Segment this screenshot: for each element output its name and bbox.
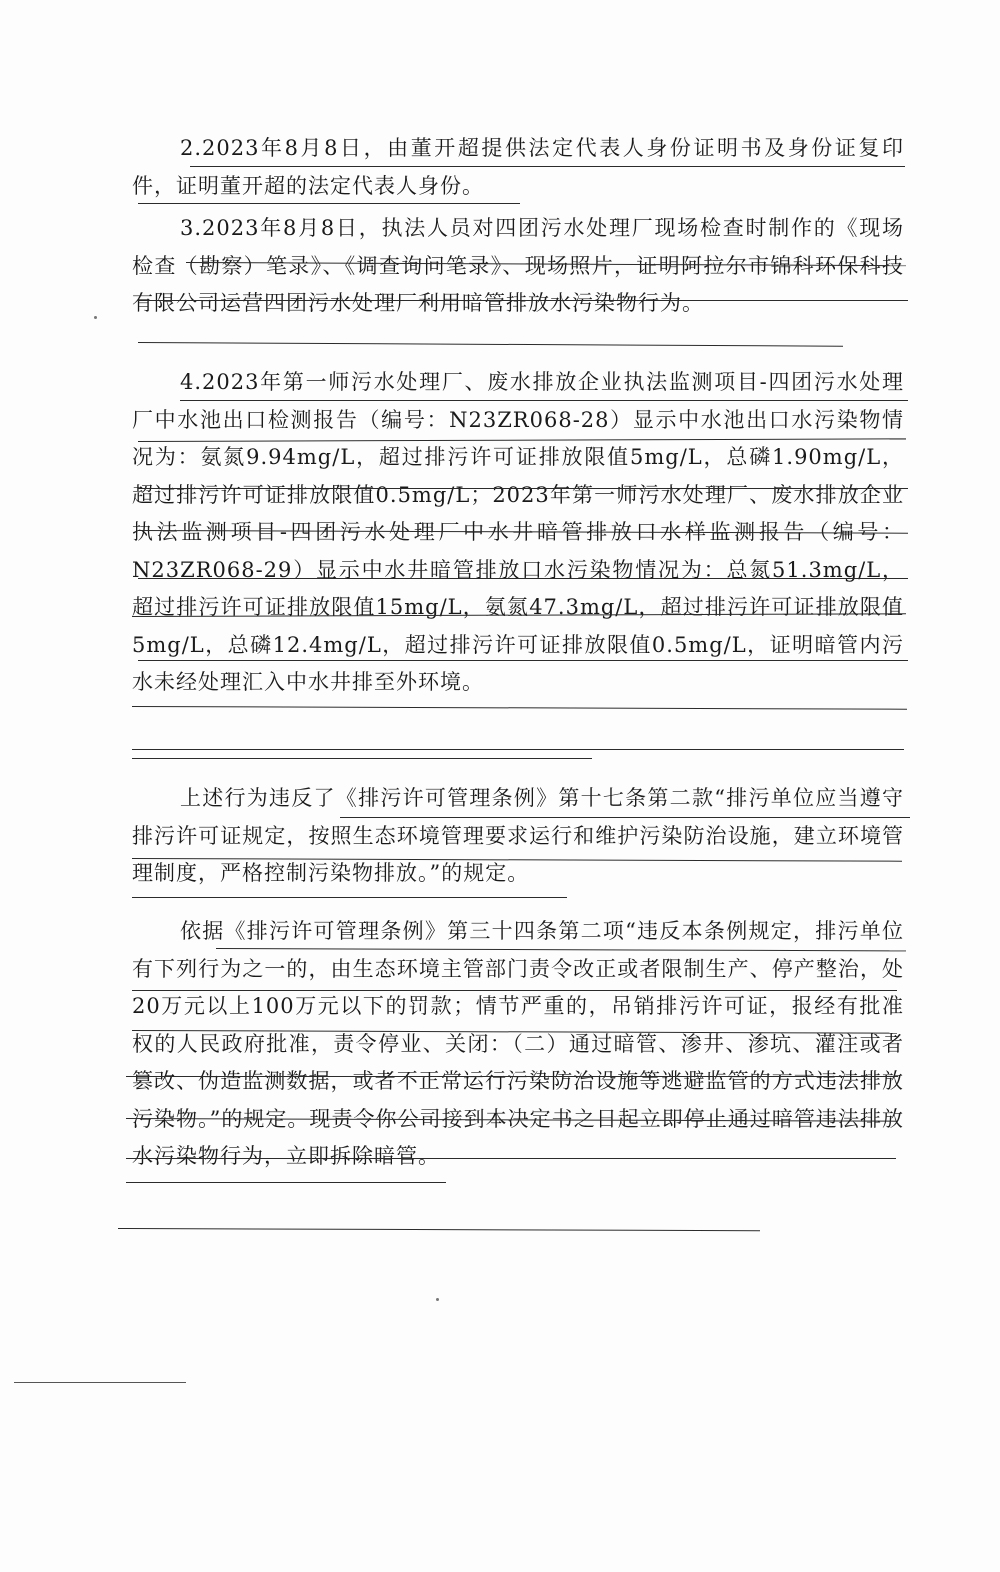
paragraph-evidence-3: 3.2023年8月8日，执法人员对四团污水处理厂现场检查时制作的《现场检查（勘察）笔录》、《调查询问笔录》、现场照片，证明阿拉尔市锦科环保科技有限公司运营四团污水处理厂利用暗管排放水污染物行为。 (132, 216, 904, 315)
handwritten-underline (180, 400, 908, 401)
paragraph-evidence-2: 2.2023年8月8日，由董开超提供法定代表人身份证明书及身份证复印件，证明董开超的法定代表人身份。 (132, 136, 904, 198)
handwritten-underline (190, 166, 905, 167)
scan-speck (94, 316, 97, 319)
handwritten-underline (126, 1182, 446, 1183)
handwritten-underline (138, 300, 908, 301)
handwritten-underline (138, 660, 908, 661)
handwritten-underline (132, 897, 567, 898)
handwritten-underline (118, 1228, 760, 1231)
handwritten-underline (138, 488, 908, 489)
paragraph-legal-basis: 依据《排污许可管理条例》第三十四条第二项“违反本条例规定，排污单位有下列行为之一的，由生态环境主管部门责令改正或者限制生产、停产整治，处20万元以上100万元以下的罚款；情节严重的，吊销排污许可证，报经有批准权的人民政府批准，责令停业、关闭：（二）通过暗管、渗井、渗坑、灌注或者篡改、伪造监测数据，或者不正常运行污染防治设施等逃避监管的方式违法排放污染物。”的规定。现责令你公司接到本决定书之日起立即停止通过暗管违法排放水污染物行为，立即拆除暗管。 (132, 919, 904, 1168)
handwritten-underline (132, 758, 592, 759)
handwritten-underline (138, 342, 843, 347)
handwritten-underline (132, 749, 904, 750)
paragraph-evidence-4: 4.2023年第一师污水处理厂、废水排放企业执法监测项目-四团污水处理厂中水池出口检测报告（编号：N23ZR068-28）显示中水池出口水污染物情况为：氨氮9.94mg/L，超过排污许可证排放限值5mg/L，总磷1.90mg/L，超过排污许可证排放限值0.5mg/L；2023年第一师污水处理厂、废水排放企业执法监测项目-四团污水处理厂中水井暗管排放口水样监测报告（编号：N23ZR068-29）显示中水井暗管排放口水污染物情况为：总氮51.3mg/L，超过排污许可证排放限值15mg/L，氨氮47.3mg/L，超过排污许可证排放限值5mg/L，总磷12.4mg/L，超过排污许可证排放限值0.5mg/L，证明暗管内污水未经处理汇入中水井排至外环境。 (132, 370, 904, 694)
handwritten-underline (126, 1158, 896, 1159)
scan-speck (436, 1298, 439, 1301)
handwritten-underline (132, 990, 897, 991)
paragraph-violation: 上述行为违反了《排污许可管理条例》第十七条第二款“排污单位应当遵守排污许可证规定，按照生态环境管理要求运行和维护污染防治设施，建立环境管理制度，严格控制污染物排放。”的规定。 (132, 786, 904, 885)
scan-stray-line (14, 1382, 186, 1383)
handwritten-underline (138, 203, 520, 204)
handwritten-underline (126, 1076, 898, 1077)
handwritten-underline (138, 578, 908, 579)
handwritten-underline (340, 817, 910, 818)
handwritten-underline (132, 706, 907, 710)
